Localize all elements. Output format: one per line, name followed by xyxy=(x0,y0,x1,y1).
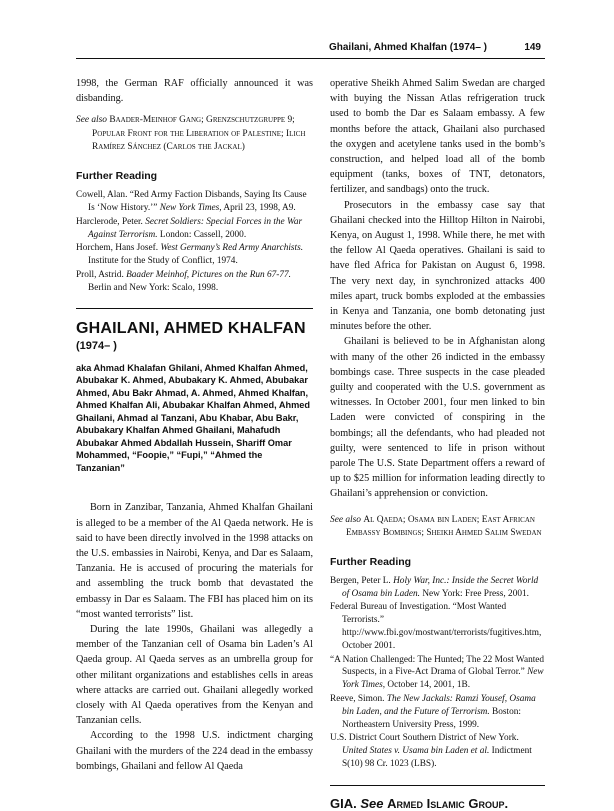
body-paragraph: Born in Zanzibar, Tanzania, Ahmed Khalfan Ghailani is alleged to be a member of the Al Qaeda network. He is said to have been directly involved in the 1998 attacks on the U.S. embassies in Nairobi, Kenya, and Dar es Salaam, Tanzania. He is accused of procuring the materials for and assembling the truck bomb that devastated the embassy in Dar es Salaam. The FBI has placed him on its “most wanted terrorists” list. xyxy=(76,502,313,620)
gia-title: GIA. xyxy=(330,795,357,811)
gia-cross-reference xyxy=(330,796,545,811)
further-reading-heading-right: Further Reading xyxy=(330,555,412,568)
entry-dates: (1974– ) xyxy=(76,339,117,352)
reference-item: Reeve, Simon. The New Jackals: Ramzi Yousef, Osama bin Laden, and the Future of Terrorism. Boston: Northeastern University Press, 1999. xyxy=(330,694,536,730)
further-reading-heading-left: Further Reading xyxy=(76,169,158,182)
see-also-left xyxy=(76,114,313,155)
page-number: 149 xyxy=(524,42,541,53)
section-divider xyxy=(76,308,313,309)
reference-item: “A Nation Challenged: The Hunted; The 22 Most Wanted Suspects, in a Five-Act Drama of Global Terror.” New York Times, October 14, 2001, 1B. xyxy=(330,654,545,691)
entry-title: GHAILANI, AHMED KHALFAN xyxy=(76,320,306,338)
body-paragraph: Prosecutors in the embassy case say that Ghailani checked into the Hilltop Hilton in Nairobi, Kenya, on August 1, 1998. While there, he met with the fellow Al Qaeda operatives. Ghailani is said to have fled Africa for Pakistan on August 6, 1998. The very next day, in synchronized attacks 400 miles apart, truck bombs exploded at the embassies in Kenya and Tanzania, one bomb detonating just minutes before the other. xyxy=(330,199,545,333)
running-header-title: Ghailani, Ahmed Khalfan (1974– ) xyxy=(328,42,487,53)
section-divider xyxy=(330,785,545,786)
see-also-links: Al Qaeda; Osama bin Laden; East African Embassy Bombings; Sheikh Ahmed Salim Swedan xyxy=(346,514,542,539)
body-paragraph: operative Sheikh Ahmed Salim Swedan are charged with buying the Nissan Atlas refrigeration truck used to bomb the Dar es Salaam embassy. A few months before the attack, Ghailani also purchased the oxygen and acetylene tanks used in the bomb’s construction, and helped load all of the bomb equipment (tanks, boxes of TNT, detonators, fertilizer, and sandbags) onto the truck. xyxy=(330,78,545,196)
right-column xyxy=(330,76,545,811)
see-also-right xyxy=(330,514,545,541)
reference-item: U.S. District Court Southern District of New York. United States v. Usama bin Laden et al. Indictment S(10) 98 Cr. 1023 (LBS). xyxy=(330,733,532,770)
reference-item: Horchem, Hans Josef. West Germany’s Red Army Anarchists. Institute for the Study of Conflict, 1974. xyxy=(76,243,304,267)
see-also-label: See also xyxy=(330,514,361,525)
see-also-label: See also xyxy=(76,115,107,126)
body-paragraph: Ghailani is believed to be in Afghanistan along with many of the other 26 indicted in the embassy bombings case. Three suspects in the case pleaded guilty and cooperated with the U.S. government as witnesses. In October 2001, four men linked to bin Laden were convicted of conspiring in the bombings; all the defendants, who had pleaded not guilty, were sentenced to life in prison without parole The U.S. State Department offers a reward of up to $25 million for information leading directly to Ghailani’s apprehension or conviction. xyxy=(330,336,545,500)
intro-text: 1998, the German RAF officially announced it was disbanding. xyxy=(76,78,313,105)
gia-see-label: See xyxy=(360,795,384,811)
gia-target: Armed Islamic Group. xyxy=(387,795,509,811)
see-also-links: Baader-Meinhof Gang; Grenzschutzgruppe 9; Popular Front for the Liberation of Palestine; Ilich Ramírez Sánchez (Carlos the Jackal) xyxy=(92,115,306,153)
running-header xyxy=(76,38,545,59)
reference-item: Harclerode, Peter. Secret Soldiers: Special Forces in the War Against Terrorism. London: Cassell, 2000. xyxy=(76,216,303,240)
reference-list-right xyxy=(330,575,545,771)
body-paragraph: According to the 1998 U.S. indictment charging Ghailani with the murders of the 224 dead in the embassy bombings, Ghailani and fellow Al Qaeda xyxy=(76,730,313,772)
reference-item: Federal Bureau of Investigation. “Most Wanted Terrorists.” http://www.fbi.gov/mostwant/terrorists/fugitives.htm, October 2001. xyxy=(330,602,542,651)
reference-item: Bergen, Peter L. Holy War, Inc.: Inside the Secret World of Osama bin Laden. New York: Free Press, 2001. xyxy=(330,575,539,599)
reference-list-left xyxy=(76,189,313,294)
reference-item: Proll, Astrid. Baader Meinhof, Pictures on the Run 67-77. Berlin and New York: Scalo, 1998. xyxy=(76,269,292,293)
aka-names: aka Ahmad Khalafan Ghilani, Ahmed Khalfan Ahmed, Abubakar K. Ahmed, Abubakary K. Ahmed, Abubakar Ahmed, Abu Bakr Ahmad, A. Ahmed, Ahmed Khalfan, Ahmed Khalfan Ali, Abubakar Khalfan Ahmed, Ahmed Ghailani, Ahmad al Tanzani, Abu Khabar, Abu Bakr, Abubakary Khalfan Ahmed Ghailani, Mahafudh Abubakar Ahmed Abdallah Hussein, Shariff Omar Mohammed, “Foopie,” “Fupi,” “Ahmed the Tanzanian” xyxy=(76,362,310,473)
reference-item: Cowell, Alan. “Red Army Faction Disbands, Saying Its Cause Is ‘Now History.’” New York Times, April 23, 1998, A9. xyxy=(76,190,307,213)
left-column xyxy=(76,76,313,774)
body-paragraph: During the late 1990s, Ghailani was allegedly a member of the Tanzanian cell of Osama bin Laden’s Al Qaeda group. Al Qaeda serves as an umbrella group for other militant organizations and establishes cells in areas where attacks are carried out. Ghailani allegedly worked closely with Al Qaeda operatives from the Kenyan and Tanzanian cells. xyxy=(76,624,313,727)
